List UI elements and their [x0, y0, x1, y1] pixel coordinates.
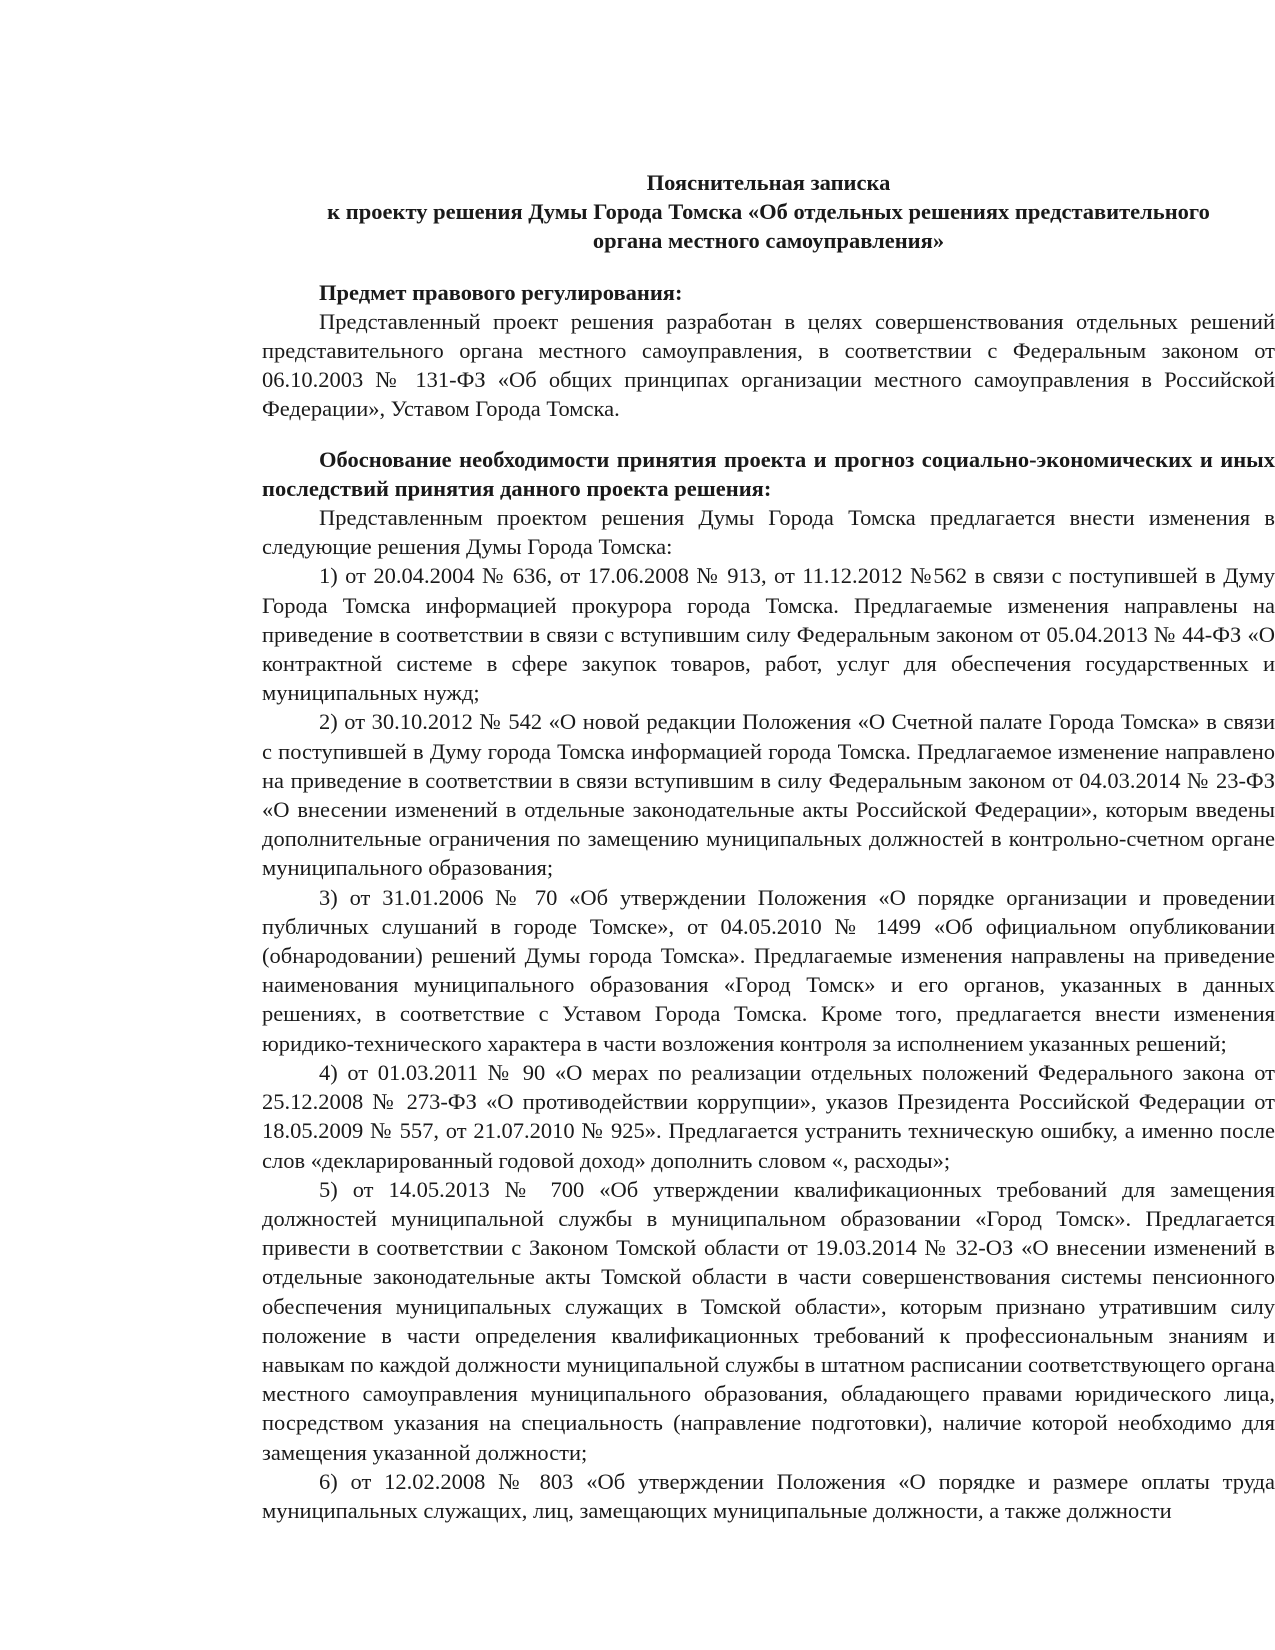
section-heading-justification: Обоснование необходимости принятия проекта и прогноз социально-экономических и иных последствий принятия данного проекта решения:	[262, 446, 1275, 501]
spacer	[262, 424, 1275, 445]
list-item: 2) от 30.10.2012 № 542 «О новой редакции Положения «О Счетной палате Города Томска» в связи с поступившей в Думу города Томска информацией города Томска. Предлагаемое изменение направлено на приведение в соответствии в связи вступившим в силу Федеральным законом от 04.03.2014 № 23-ФЗ «О внесении изменений в отдельные законодательные акты Российской Федерации», которым введены дополнительные ограничения по замещению муниципальных должностей в контрольно-счетном органе муниципального образования;	[262, 709, 1275, 881]
list-item: 6) от 12.02.2008 № 803 «Об утверждении Положения «О порядке и размере оплаты труда муниципальных служащих, лиц, замещающих муниципальные должности, а также должности	[262, 1468, 1275, 1523]
spacer	[262, 256, 1275, 278]
list-item: 5) от 14.05.2013 № 700 «Об утверждении квалификационных требований для замещения должностей муниципальной службы в муниципальном образовании «Город Томск». Предлагается привести в соответствии с Законом Томской области от 19.03.2014 № 32-ОЗ «О внесении изменений в отдельные законодательные акты Томской области в части совершенствования системы пенсионного обеспечения муниципальных служащих в Томской области», которым признано утратившим силу положение в части определения квалификационных требований к профессиональным знаниям и навыкам по каждой должности муниципальной службы в штатном расписании соответствующего органа местного самоуправления муниципального образования, обладающего правами юридического лица, посредством указания на специальность (направление подготовки), наличие которой необходимо для замещения указанной должности;	[262, 1176, 1275, 1465]
paragraph: Представленный проект решения разработан в целях совершенствования отдельных решений представительного органа местного самоуправления, в соответствии с Федеральным законом от 06.10.2003 № 131-ФЗ «Об общих принципах организации местного самоуправления в Российской Федерации», Уставом Города Томска.	[262, 308, 1275, 422]
list-item: 3) от 31.01.2006 № 70 «Об утверждении Положения «О порядке организации и проведении публичных слушаний в городе Томске», от 04.05.2010 № 1499 «Об официальном опубликовании (обнародовании) решений Думы города Томска». Предлагаемые изменения направлены на приведение наименования муниципального образования «Город Томск» и его органов, указанных в данных решениях, в соответствие с Уставом Города Томска. Кроме того, предлагается внести изменения юридико-технического характера в части возложения контроля за исполнением указанных решений;	[262, 884, 1275, 1056]
title-line-1: Пояснительная записка	[646, 170, 891, 195]
list-item: 4) от 01.03.2011 № 90 «О мерах по реализации отдельных положений Федерального закона от 25.12.2008 № 273-ФЗ «О противодействии коррупции», указов Президента Российской Федерации от 18.05.2009 № 557, от 21.07.2010 № 925». Предлагается устранить техническую ошибку, а именно после слов «декларированный годовой доход» дополнить словом «, расходы»;	[262, 1059, 1275, 1173]
section-justification	[262, 445, 1275, 1526]
section-subject	[262, 278, 1275, 424]
document-body	[262, 168, 1275, 1525]
paragraph: Представленным проектом решения Думы Города Томска предлагается внести изменения в следующие решения Думы Города Томска:	[262, 505, 1275, 560]
section-heading-subject: Предмет правового регулирования:	[319, 279, 683, 305]
title-line-2: к проекту решения Думы Города Томска «Об отдельных решениях представительного	[327, 199, 1210, 225]
title-line-3: органа местного самоуправления»	[592, 228, 945, 254]
document-title	[262, 168, 1275, 256]
list-item: 1) от 20.04.2004 № 636, от 17.06.2008 № 913, от 11.12.2012 №562 в связи с поступившей в Думу Города Томска информацией прокурора города Томска. Предлагаемые изменения направлены на приведение в соответствии в связи с вступившим силу Федеральным законом от 05.04.2013 № 44-ФЗ «О контрактной системе в сфере закупок товаров, работ, услуг для обеспечения государственных и муниципальных нужд;	[262, 563, 1275, 706]
